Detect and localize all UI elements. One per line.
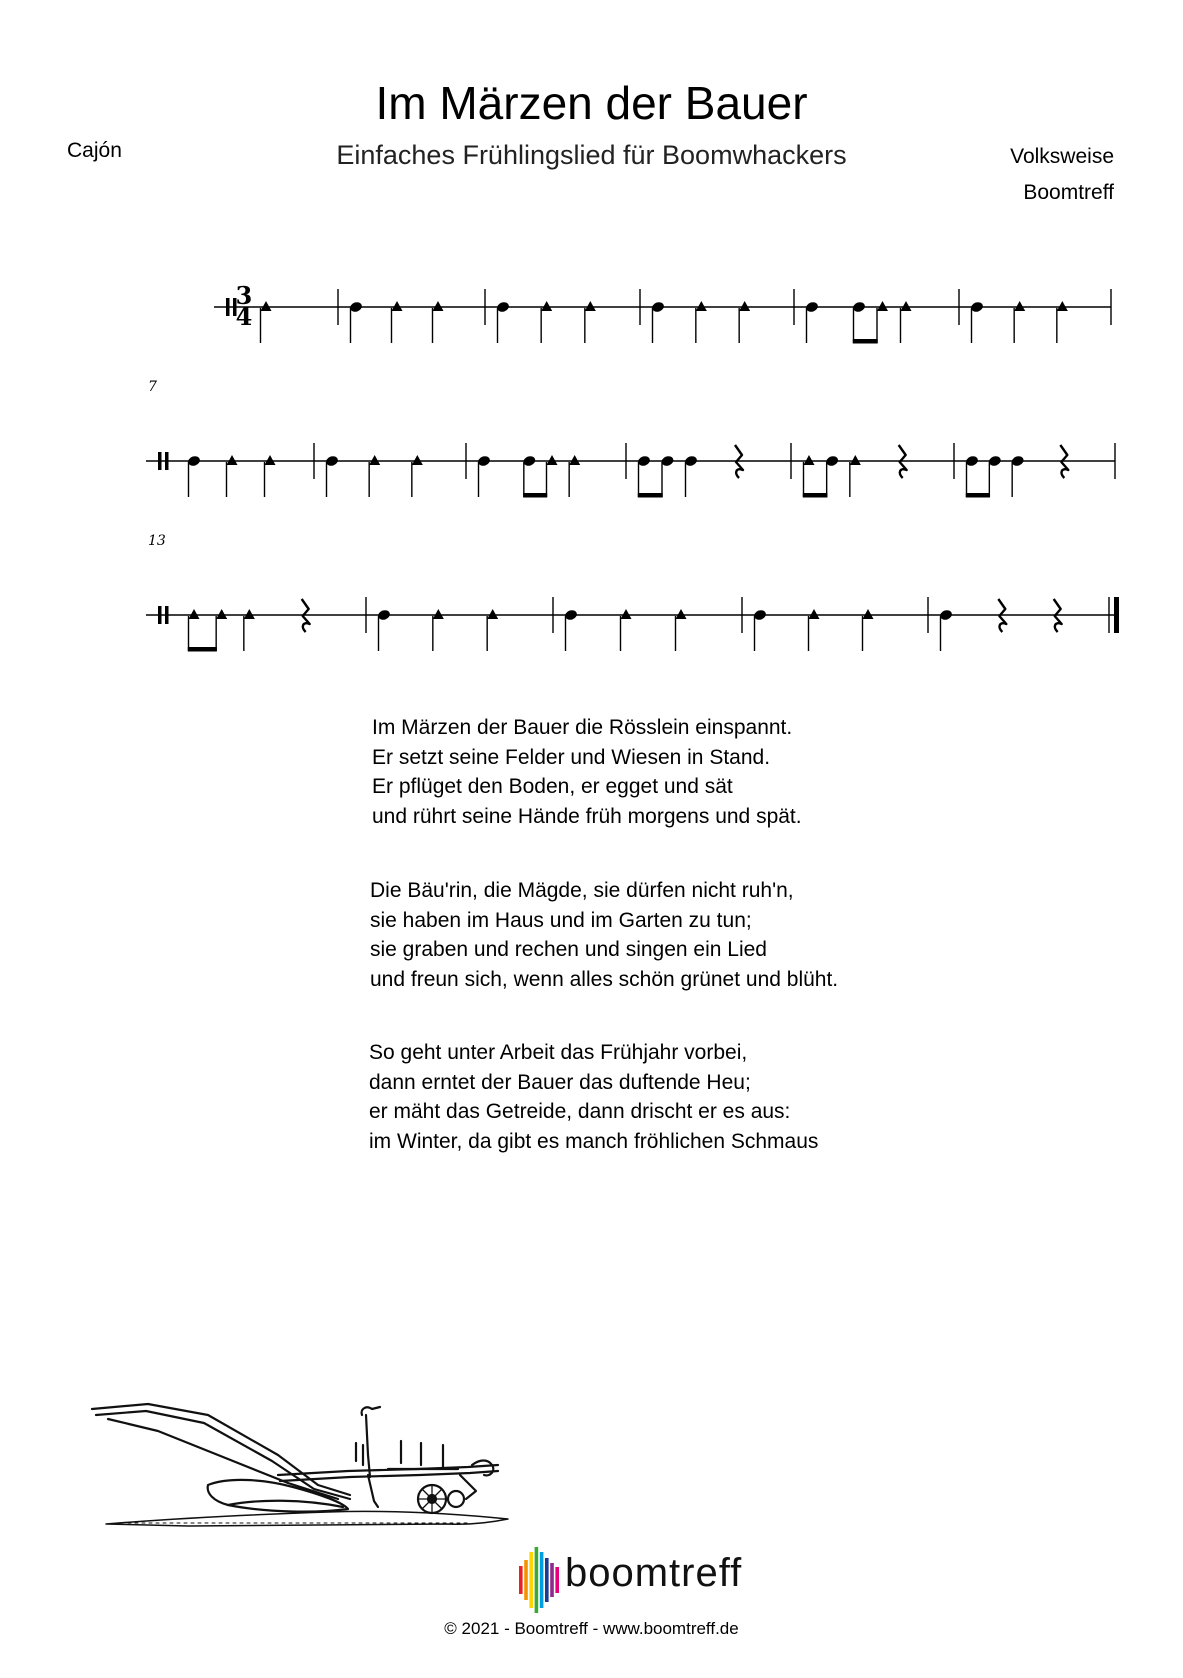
tone-note [585, 301, 596, 311]
tone-note [696, 301, 707, 311]
tone-note [621, 609, 632, 619]
lyrics-line: sie haben im Haus und im Garten zu tun; [370, 908, 752, 932]
tone-note [569, 455, 580, 465]
percussion-clef-left [226, 298, 230, 316]
beam [853, 339, 878, 344]
measure-number: 7 [148, 379, 157, 395]
tone-note [265, 455, 276, 465]
logo-bar [555, 1567, 559, 1593]
music-score [0, 0, 1183, 680]
composer-label: Volksweise [1010, 145, 1114, 168]
beam [523, 493, 547, 498]
beam [966, 493, 990, 498]
tone-note [433, 301, 444, 311]
logo-bar [545, 1558, 549, 1602]
lyrics-stanza-1 [372, 713, 802, 831]
logo-bar [540, 1552, 544, 1608]
staff-system-1 [214, 281, 1111, 344]
footer-copyright: © 2021 - Boomtreff - www.boomtreff.de [444, 1619, 739, 1638]
logo-bar [535, 1547, 539, 1613]
percussion-clef-left [158, 452, 162, 470]
tone-note [412, 455, 423, 465]
tone-note [676, 609, 687, 619]
staff-system-3 [146, 533, 1119, 652]
instrument-label: Cajón [67, 139, 122, 162]
tone-note [392, 301, 403, 311]
plough-illustration-icon [88, 1395, 558, 1535]
tone-note [547, 455, 558, 465]
beam [803, 493, 828, 498]
tone-note [369, 455, 380, 465]
tone-note [804, 455, 815, 465]
tone-note [1057, 301, 1068, 311]
lyrics-line: Die Bäu'rin, die Mägde, sie dürfen nicht ruh'n, [370, 879, 794, 902]
boomtreff-logo [517, 1545, 757, 1615]
tone-note [1014, 301, 1025, 311]
time-signature-numerator: 3 [235, 281, 253, 310]
lyrics-line: im Winter, da gibt es manch fröhlichen Schmaus [369, 1129, 819, 1153]
page-title: Im Märzen der Bauer [375, 77, 808, 129]
tone-note [901, 301, 912, 311]
tone-note [739, 301, 750, 311]
lyrics-line: dann erntet der Bauer das duftende Heu; [369, 1070, 751, 1094]
lyrics-line: Im Märzen der Bauer die Rösslein einspannt. [372, 716, 793, 739]
page-subtitle: Einfaches Frühlingslied für Boomwhackers [336, 140, 847, 170]
logo-bar [519, 1566, 523, 1594]
tone-note [877, 301, 888, 311]
tone-note [541, 301, 552, 311]
measure-number: 13 [148, 533, 166, 549]
percussion-clef-right [165, 452, 169, 470]
tone-note [850, 455, 861, 465]
tone-note [863, 609, 874, 619]
lyrics-line: er mäht das Getreide, dann drischt er es aus: [369, 1100, 791, 1123]
tone-note [216, 609, 227, 619]
logo-text: boomtreff [565, 1551, 743, 1595]
percussion-clef-right [165, 606, 169, 624]
lyrics-stanza-2 [370, 876, 838, 994]
beam [188, 647, 217, 652]
arranger-label: Boomtreff [1023, 181, 1114, 204]
tone-note [261, 301, 272, 311]
lyrics-stanza-3 [369, 1038, 818, 1156]
logo-bar [550, 1563, 554, 1597]
logo-bar [529, 1552, 533, 1608]
lyrics-line: Er setzt seine Felder und Wiesen in Stand. [372, 745, 771, 769]
logo-bar [524, 1560, 528, 1600]
tone-note [227, 455, 238, 465]
time-signature-denominator: 4 [235, 302, 253, 331]
lyrics-line: Er pflüget den Boden, er egget und sät [372, 775, 733, 798]
logo-bars-icon [517, 1545, 563, 1615]
tone-note [809, 609, 820, 619]
tone-note [433, 609, 444, 619]
beam [638, 493, 663, 498]
tone-note [189, 609, 200, 619]
tone-note [487, 609, 498, 619]
lyrics-line: und freun sich, wenn alles schön grünet und blüht. [370, 967, 839, 991]
final-barline-thick [1114, 597, 1119, 633]
tone-note [244, 609, 255, 619]
staff-system-2 [146, 379, 1115, 498]
lyrics-line: und rührt seine Hände früh morgens und spät. [372, 804, 802, 828]
percussion-clef-left [158, 606, 162, 624]
lyrics-line: So geht unter Arbeit das Frühjahr vorbei, [369, 1041, 748, 1064]
lyrics-line: sie graben und rechen und singen ein Lied [370, 938, 767, 961]
